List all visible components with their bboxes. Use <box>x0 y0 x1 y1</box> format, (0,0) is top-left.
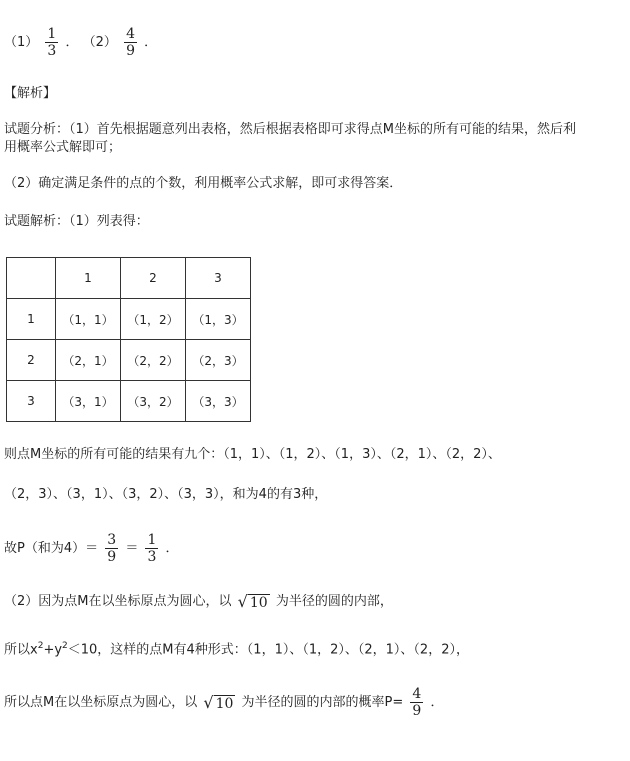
table-cell: 1 <box>7 299 56 340</box>
table-cell: 1 <box>56 258 121 299</box>
final-text-a: 所以点M在以坐标原点为圆心，以 <box>4 695 198 710</box>
part2-text-b: 为半径的圆的内部， <box>275 594 393 609</box>
table-cell: （3，3） <box>186 381 251 422</box>
answer1-label: （1） <box>4 35 39 50</box>
table-cell: （3，1） <box>56 381 121 422</box>
table-row <box>7 299 251 340</box>
sqrt-expression <box>203 694 235 712</box>
probability-prefix: 故P（和为4）＝ <box>4 541 99 556</box>
solution-intro: 试题解析：（1）列表得： <box>4 214 149 229</box>
table-row <box>7 381 251 422</box>
exponent: 2 <box>37 641 44 651</box>
table-header-row <box>7 258 251 299</box>
radical-sign: √ <box>203 692 214 712</box>
answer2-fraction <box>124 26 137 59</box>
table-cell: 3 <box>186 258 251 299</box>
table-cell: （2，2） <box>121 340 186 381</box>
table-cell: （2，1） <box>56 340 121 381</box>
fraction-denominator: 9 <box>412 703 422 719</box>
final-text-b: 为半径的圆的内部的概率P= <box>241 695 404 710</box>
inequality-line <box>4 636 469 660</box>
final-fraction <box>410 686 423 719</box>
results-line-2: （2，3）、（3，1）、（3，2）、（3，3），和为4的有3种， <box>4 487 328 502</box>
sqrt-expression <box>238 593 270 611</box>
analysis-line-1: 试题分析：（1）首先根据题意列出表格，然后根据表格即可求得点M坐标的所有可能的结果，然后利 <box>4 122 576 137</box>
equals-sign: ＝ <box>125 541 139 556</box>
answer1-numerator: 1 <box>47 26 57 42</box>
results-line-1: 则点M坐标的所有可能的结果有九个：（1，1）、（1，2）、（1，3）、（2，1）、（2，2）、 <box>4 447 501 462</box>
table-cell: 3 <box>7 381 56 422</box>
analysis-line-2: 用概率公式解即可； <box>4 140 122 155</box>
ineq-part-c: ＜10，这样的点M有4种形式：（1，1）、（1，2）、（2，1）、（2，2）， <box>67 642 469 658</box>
ineq-part-a: 所以x <box>4 642 38 658</box>
answer2-denominator: 9 <box>126 43 135 59</box>
answer2-label: （2） <box>82 35 117 50</box>
table-cell: 2 <box>121 258 186 299</box>
answer-end: ． <box>144 35 158 50</box>
answer1-denominator: 3 <box>47 43 57 59</box>
outcome-table <box>6 257 251 422</box>
probability-fraction-1 <box>105 532 118 565</box>
probability-fraction-2 <box>145 532 158 565</box>
fraction-numerator: 4 <box>412 686 422 702</box>
analysis-line-3: （2）确定满足条件的点的个数，利用概率公式求解，即可求得答案． <box>4 176 403 191</box>
answer2-numerator: 4 <box>126 26 135 42</box>
radicand: 10 <box>249 594 268 611</box>
part2-line <box>4 592 393 612</box>
fraction-denominator: 3 <box>147 549 157 565</box>
ineq-part-b: +y <box>43 642 63 658</box>
table-cell <box>7 258 56 299</box>
answer-separator: ． <box>65 35 79 50</box>
radicand: 10 <box>215 695 234 712</box>
fraction-numerator: 3 <box>107 532 117 548</box>
table-cell: （3，2） <box>121 381 186 422</box>
probability-end: ． <box>165 541 179 556</box>
final-line <box>4 686 443 719</box>
analysis-header: 【解析】 <box>4 86 57 101</box>
part2-text-a: （2）因为点M在以坐标原点为圆心，以 <box>4 594 232 609</box>
answer1-fraction <box>45 26 58 59</box>
answer-line <box>4 26 157 59</box>
radical-sign: √ <box>237 591 248 611</box>
table-row <box>7 340 251 381</box>
table-cell: （1，3） <box>186 299 251 340</box>
table-cell: （1，1） <box>56 299 121 340</box>
exponent: 2 <box>62 641 68 651</box>
table-cell: （2，3） <box>186 340 251 381</box>
probability-line <box>4 532 179 565</box>
final-end: ． <box>430 695 444 710</box>
table-cell: 2 <box>7 340 56 381</box>
fraction-denominator: 9 <box>107 549 117 565</box>
table-cell: （1，2） <box>121 299 186 340</box>
fraction-numerator: 1 <box>147 532 157 548</box>
